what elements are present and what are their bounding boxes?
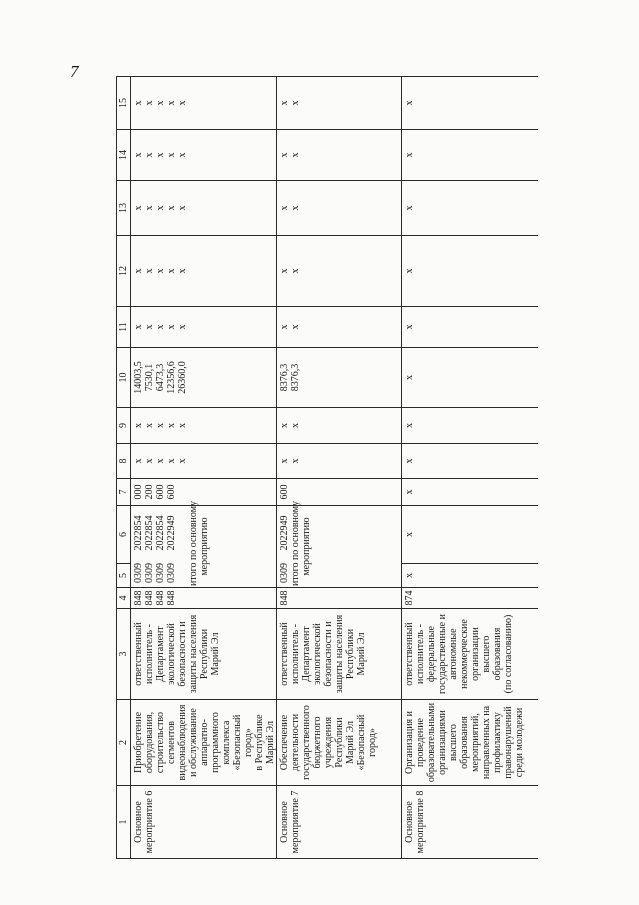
value-cell: 14003,5 7530,1 6473,3 12356,6 26360,0: [131, 348, 277, 408]
value-cell: x x: [277, 77, 402, 130]
value-cell: x x x x x: [131, 307, 277, 348]
value-cell: x x: [277, 444, 402, 479]
column-header: 9: [117, 408, 131, 444]
value-cell: x: [402, 181, 538, 236]
value-cell: x x: [277, 130, 402, 181]
header-row: [117, 77, 131, 859]
value-cell: x x x x x: [131, 181, 277, 236]
column-header: 7: [117, 479, 131, 506]
value-cell: x x x x x: [131, 77, 277, 130]
column-header: 11: [117, 307, 131, 348]
grbs-code-cell: 874: [402, 588, 538, 609]
total-label: мероприятию: [199, 517, 210, 576]
column-header: 6: [117, 506, 131, 564]
column-header: 13: [117, 181, 131, 236]
section-and-target-cell: 03092022949 итого по основному мероприятию: [277, 506, 402, 588]
expense-type-cell: 000 200 600 600: [131, 479, 277, 506]
value-cell: x x: [277, 307, 402, 348]
value-cell: x: [402, 408, 538, 444]
column-header: 1: [117, 786, 131, 859]
column-header: 3: [117, 609, 131, 700]
event-description-cell: Организация и проведение образовательными организациями высшего образования мероприятий, направленных на профилактику правонарушений среди молодежи: [402, 700, 538, 786]
section-and-target-cell: 03092022854 03092022854 03092022854 03092022949 итого по основному мероприятию: [131, 506, 277, 588]
value-cell: x x x x x: [131, 408, 277, 444]
expense-type-cell: x: [402, 479, 538, 506]
total-label: итого по основному: [188, 500, 199, 586]
grbs-code-cell: 848: [277, 588, 402, 609]
value-cell: x: [402, 236, 538, 307]
table-row: [402, 77, 538, 859]
executor-cell: ответственный исполнитель - федеральные государственные и автономные некоммерческие организации высшего образования (по согласованию): [402, 609, 538, 700]
event-name-cell: Основное мероприятие 8: [402, 786, 538, 859]
value-cell: x x x x x: [131, 444, 277, 479]
section-cell: x: [402, 564, 538, 588]
total-label: мероприятию: [301, 517, 312, 576]
executor-cell: ответственный исполнитель - Департамент экологической безопасности и защиты населения Республики Марий Эл: [131, 609, 277, 700]
budget-table: [116, 76, 538, 859]
value-cell: x x: [277, 236, 402, 307]
expense-type-cell: 600: [277, 479, 402, 506]
column-header: 12: [117, 236, 131, 307]
event-description-cell: Приобретение оборудования, строительство сегментов видеонаблюдения и обслуживание аппаратно- программного комплекса «Безопасный город» в Республике Марий Эл: [131, 700, 277, 786]
page-number: 7: [70, 62, 79, 81]
table-row: [131, 77, 277, 859]
executor-cell: ответственный исполнитель - Департамент экологической безопасности и защиты населения Республики Марий Эл: [277, 609, 402, 700]
event-description-cell: Обеспечение деятельности государственного бюджетного учреждения Республики Марий Эл «Безопасный город»: [277, 700, 402, 786]
value-cell: x x x x x: [131, 236, 277, 307]
value-cell: 8376,3 8376,3: [277, 348, 402, 408]
rotated-table-wrapper: [116, 77, 532, 859]
value-cell: x x: [277, 181, 402, 236]
event-name-cell: Основное мероприятие 7: [277, 786, 402, 859]
column-header: 15: [117, 77, 131, 130]
event-name-cell: Основное мероприятие 6: [131, 786, 277, 859]
target-article-cell: x: [402, 506, 538, 564]
value-cell: x: [402, 444, 538, 479]
value-cell: x: [402, 130, 538, 181]
grbs-code-cell: 848 848 848 848: [131, 588, 277, 609]
table-row: [277, 77, 402, 859]
total-label: итого по основному: [290, 500, 301, 586]
value-cell: x x x x x: [131, 130, 277, 181]
value-cell: x: [402, 348, 538, 408]
column-header: 8: [117, 444, 131, 479]
column-header: 2: [117, 700, 131, 786]
column-header: 4: [117, 588, 131, 609]
column-header: 5: [117, 564, 131, 588]
column-header: 10: [117, 348, 131, 408]
value-cell: x x: [277, 408, 402, 444]
value-cell: x: [402, 77, 538, 130]
column-header: 14: [117, 130, 131, 181]
value-cell: x: [402, 307, 538, 348]
